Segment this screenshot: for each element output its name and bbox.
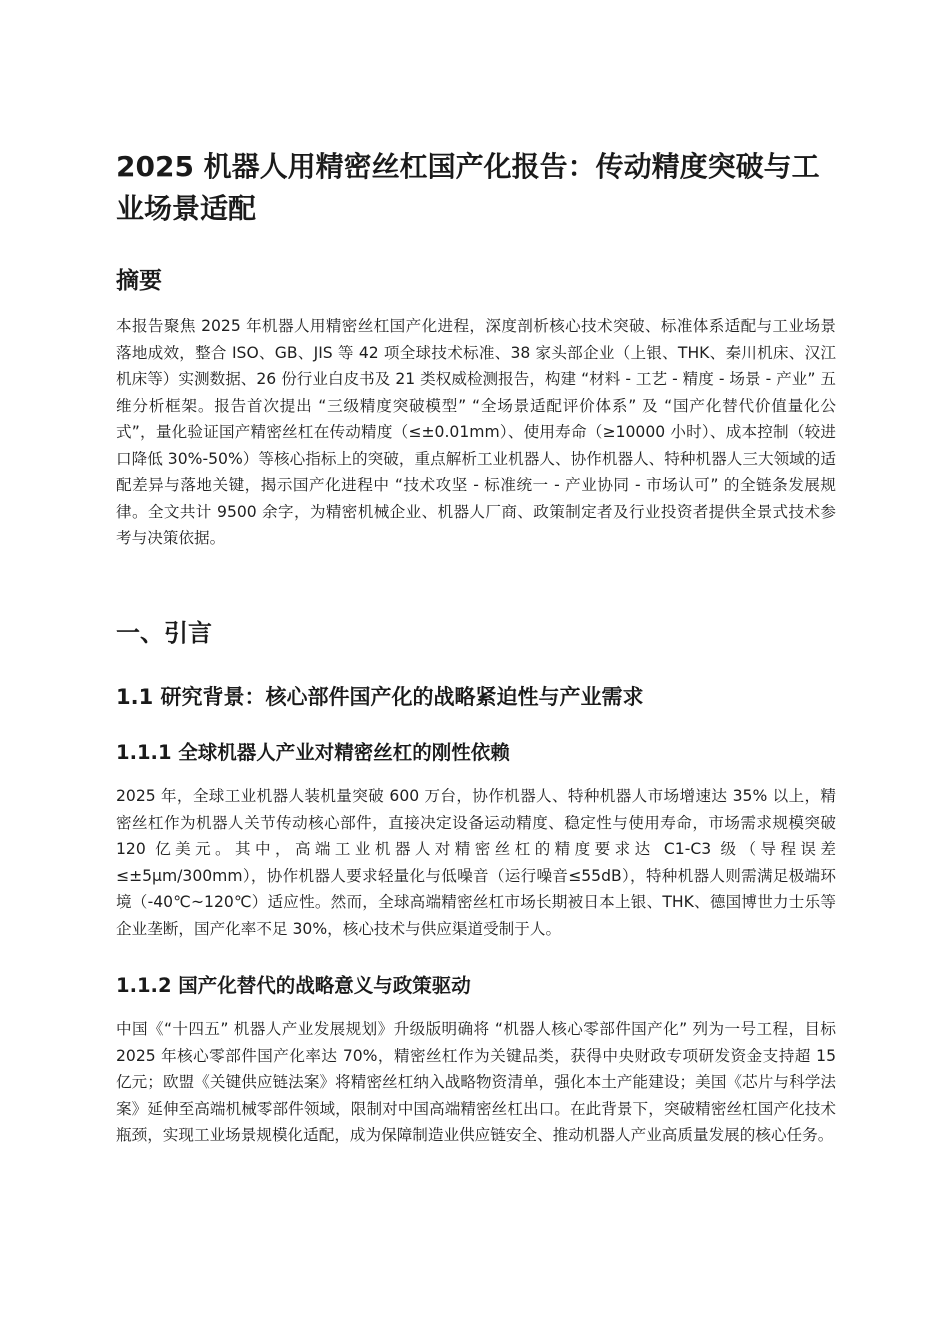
document-title: 2025 机器人用精密丝杠国产化报告：传动精度突破与工业场景适配 (116, 150, 820, 225)
section-intro-heading: 一、引言 (116, 619, 212, 647)
section-1-1-heading: 1.1 研究背景：核心部件国产化的战略紧迫性与产业需求 (116, 685, 644, 709)
section-1-1-2-heading: 1.1.2 国产化替代的战略意义与政策驱动 (116, 974, 471, 997)
section-1-1-1-paragraph: 2025 年，全球工业机器人装机量突破 600 万台，协作机器人、特种机器人市场增速达 35% 以上，精密丝杠作为机器人关节传动核心部件，直接决定设备运动精度、稳定性与使用寿命，市场需求规模突破 120 亿美元。其中，高端工业机器人对精密丝杠的精度要求达 C1-C3 级（导程误差≤±5μm/300mm），协作机器人要求轻量化与低噪音（运行噪音≤55dB），特种机器人则需满足极端环境（-40℃~120℃）适应性。然而，全球高端精密丝杠市场长期被日本上银、THK、德国博世力士乐等企业垄断，国产化率不足 30%，核心技术与供应渠道受制于人。 (116, 787, 836, 938)
section-1-1-1-heading: 1.1.1 全球机器人产业对精密丝杠的刚性依赖 (116, 741, 510, 764)
abstract-paragraph: 本报告聚焦 2025 年机器人用精密丝杠国产化进程，深度剖析核心技术突破、标准体系适配与工业场景落地成效，整合 ISO、GB、JIS 等 42 项全球技术标准、38 家头部企业（上银、THK、秦川机床、汉江机床等）实测数据、26 份行业白皮书及 21 类权威检测报告，构建 “材料 - 工艺 - 精度 - 场景 - 产业” 五维分析框架。报告首次提出 “三级精度突破模型” “全场景适配评价体系” 及 “国产化替代价值量化公式”，量化验证国产精密丝杠在传动精度（≤±0.01mm）、使用寿命（≥10000 小时）、成本控制（较进口降低 30%-50%）等核心指标上的突破，重点解析工业机器人、协作机器人、特种机器人三大领域的适配差异与落地关键，揭示国产化进程中 “技术攻坚 - 标准统一 - 产业协同 - 市场认可” 的全链条发展规律。全文共计 9500 余字，为精密机械企业、机器人厂商、政策制定者及行业投资者提供全景式技术参考与决策依据。 (116, 317, 836, 547)
abstract-heading: 摘要 (116, 268, 162, 294)
section-1-1-2-paragraph: 中国《“十四五” 机器人产业发展规划》升级版明确将 “机器人核心零部件国产化” 列为一号工程，目标 2025 年核心零部件国产化率达 70%，精密丝杠作为关键品类，获得中央财政专项研发资金支持超 15 亿元；欧盟《关键供应链法案》将精密丝杠纳入战略物资清单，强化本土产能建设；美国《芯片与科学法案》延伸至高端机械零部件领域，限制对中国高端精密丝杠出口。在此背景下，突破精密丝杠国产化技术瓶颈，实现工业场景规模化适配，成为保障制造业供应链安全、推动机器人产业高质量发展的核心任务。 (116, 1020, 836, 1144)
